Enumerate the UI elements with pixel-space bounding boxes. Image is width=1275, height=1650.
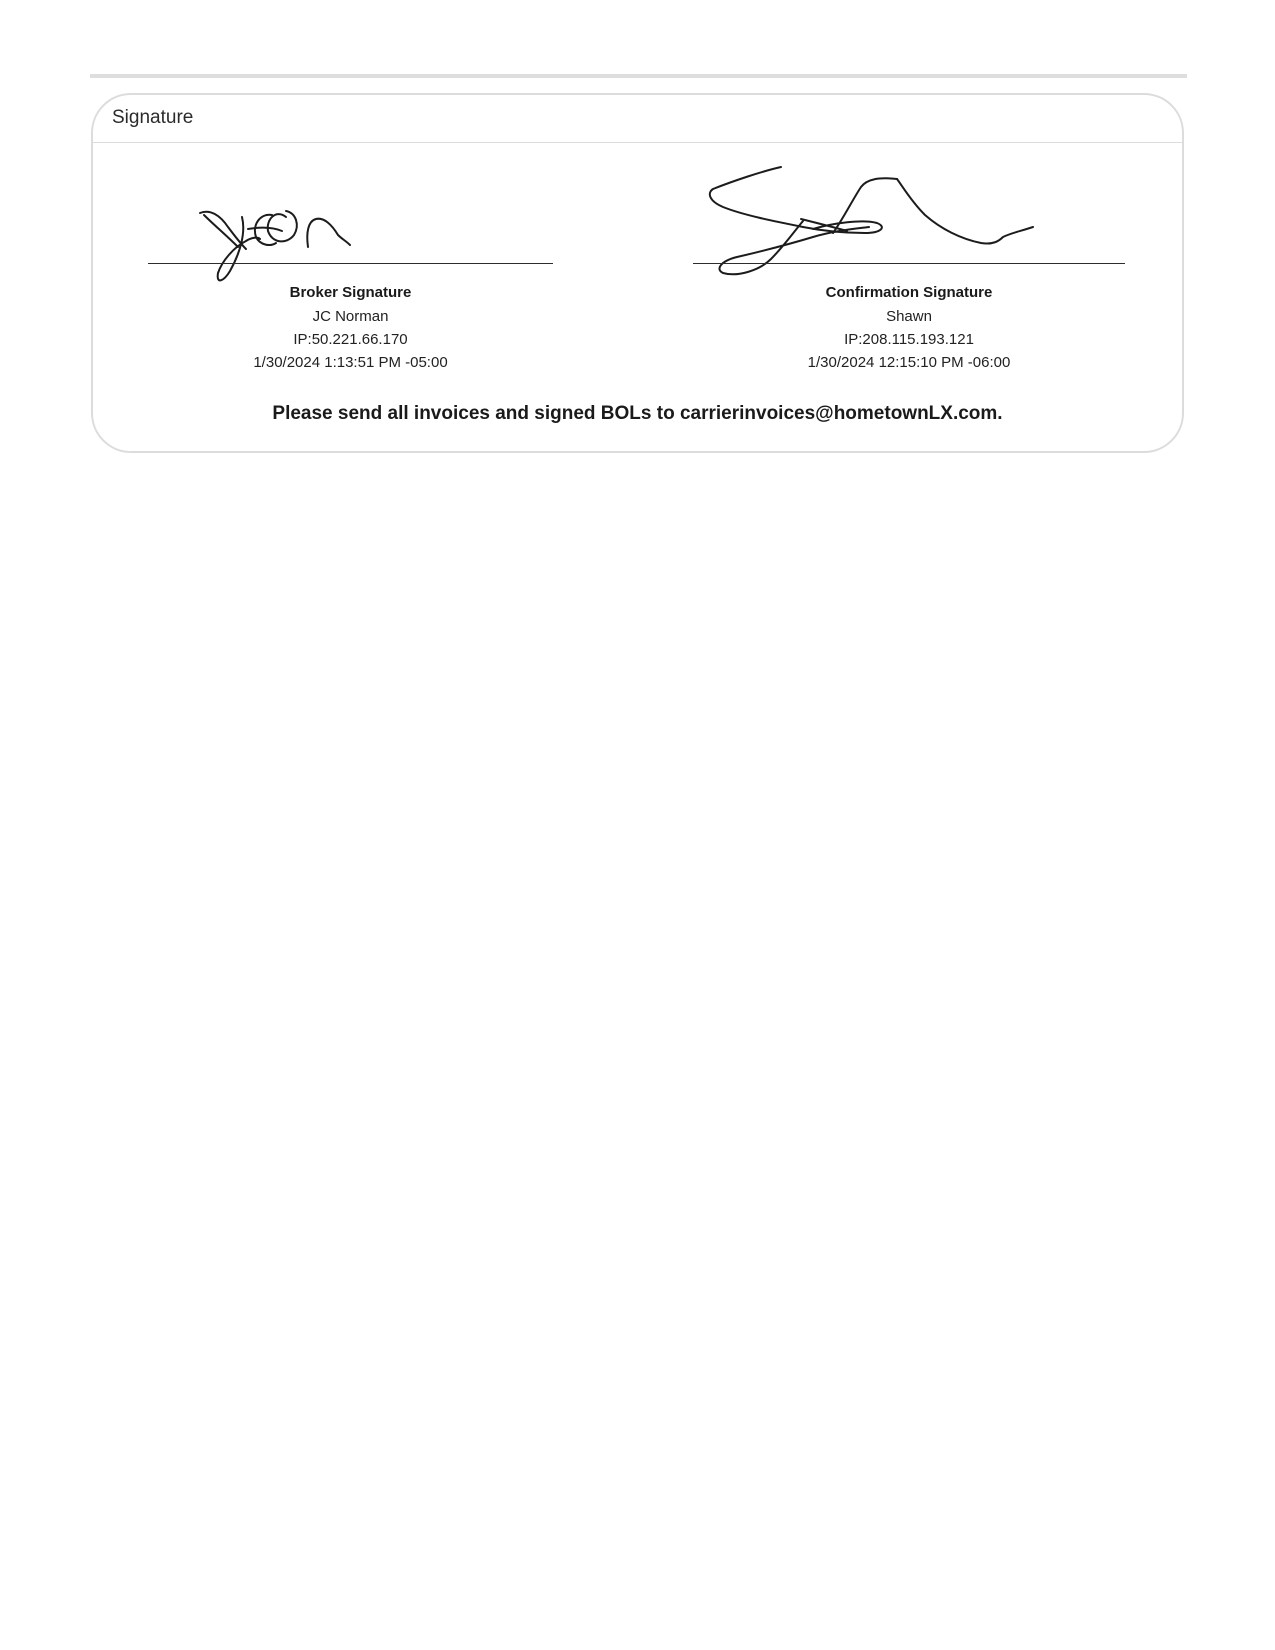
confirmation-signature-title: Confirmation Signature bbox=[825, 284, 993, 301]
broker-signed-timestamp: 1/30/2024 1:13:51 PM -05:00 bbox=[253, 354, 448, 371]
broker-signature-image bbox=[148, 143, 553, 283]
card-header: Signature bbox=[93, 95, 1182, 143]
broker-signature-block bbox=[148, 143, 553, 374]
broker-signature-area bbox=[148, 143, 553, 270]
confirmation-signer-name: Shawn bbox=[886, 308, 932, 325]
signature-card bbox=[91, 93, 1184, 453]
confirmation-signer-ip: IP:208.115.193.121 bbox=[844, 331, 974, 348]
confirmation-signature-line bbox=[693, 263, 1125, 264]
broker-signer-ip: IP:50.221.66.170 bbox=[293, 331, 408, 348]
broker-signer-name: JC Norman bbox=[312, 308, 389, 325]
top-divider bbox=[90, 74, 1187, 78]
confirmation-signature-area bbox=[693, 143, 1125, 270]
confirmation-signed-timestamp: 1/30/2024 12:15:10 PM -06:00 bbox=[807, 354, 1011, 371]
confirmation-signature-image bbox=[693, 143, 1125, 283]
broker-signature-title: Broker Signature bbox=[289, 284, 412, 301]
confirmation-signature-block bbox=[693, 143, 1125, 374]
invoice-instructions: Please send all invoices and signed BOLs to carrierinvoices@hometownLX.com. bbox=[272, 403, 1003, 424]
broker-signature-line bbox=[148, 263, 553, 264]
